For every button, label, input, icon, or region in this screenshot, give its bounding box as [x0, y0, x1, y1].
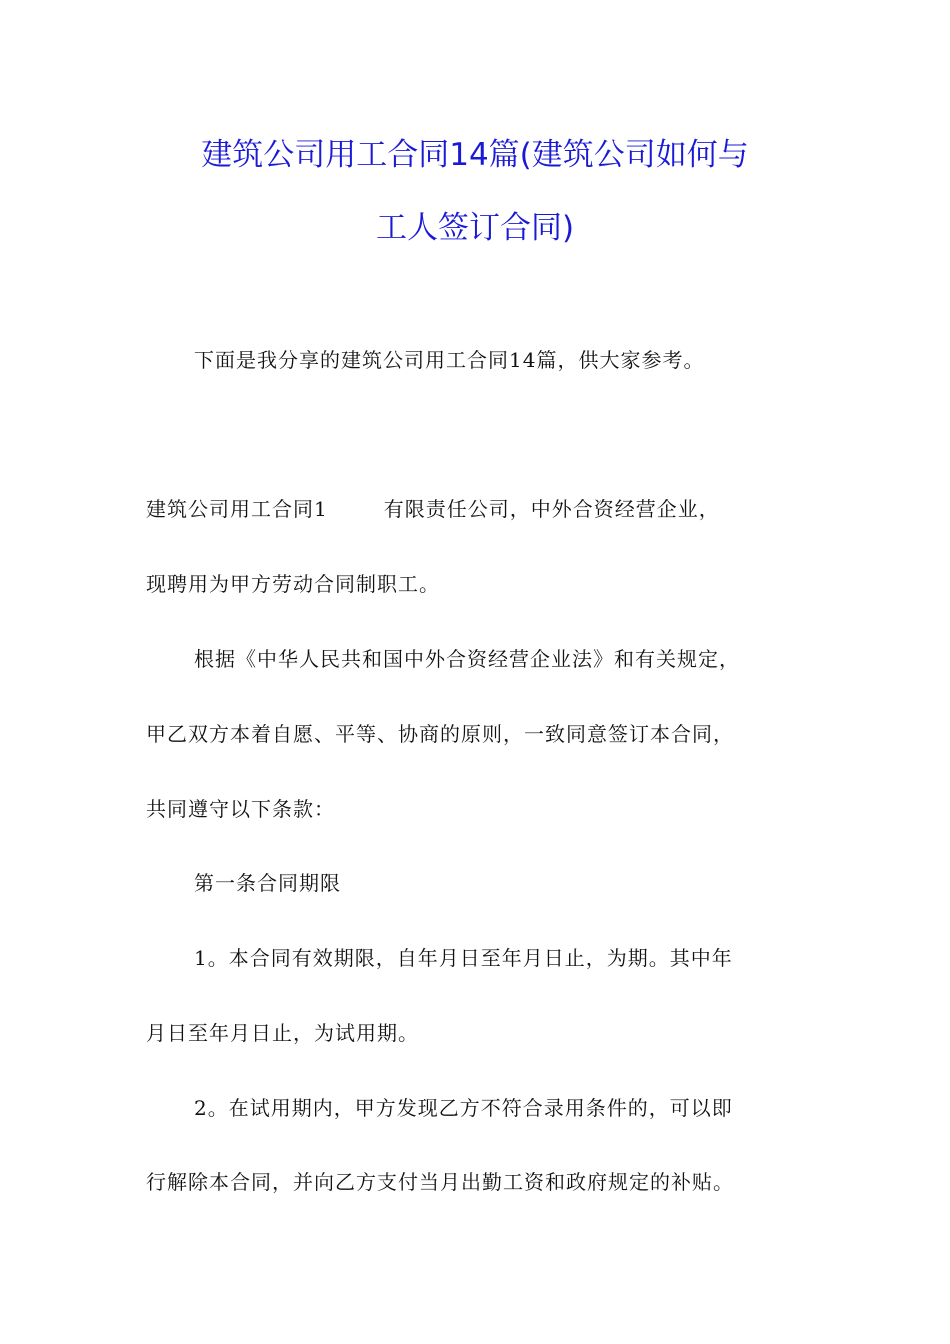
document-title-line-2: 工人签订合同) — [375, 210, 575, 246]
item-1-line-1: 1。本合同有效期限，自年月日至年月日止，为期。其中年 — [194, 946, 733, 970]
paragraph-2-line-3: 共同遵守以下条款： — [146, 797, 335, 821]
paragraph-2-line-1: 根据《中华人民共和国中外合资经营企业法》和有关规定， — [194, 647, 740, 671]
contract-first-line — [146, 494, 720, 524]
intro-paragraph: 下面是我分享的建筑公司用工合同14篇，供大家参考。 — [194, 348, 705, 372]
item-2-line-2: 行解除本合同，并向乙方支付当月出勤工资和政府规定的补贴。 — [146, 1170, 734, 1194]
article-1-heading: 第一条合同期限 — [194, 871, 341, 895]
paragraph-2-line-2: 甲乙双方本着自愿、平等、协商的原则，一致同意签订本合同， — [146, 722, 734, 746]
document-title-line-1: 建筑公司用工合同14篇(建筑公司如何与 — [201, 137, 749, 173]
paragraph-1-line-1: 有限责任公司，中外合资经营企业， — [383, 497, 720, 521]
item-2-line-1: 2。在试用期内，甲方发现乙方不符合录用条件的，可以即 — [194, 1096, 733, 1120]
item-1-line-2: 月日至年月日止，为试用期。 — [146, 1021, 419, 1045]
paragraph-1-line-2: 现聘用为甲方劳动合同制职工。 — [146, 572, 440, 596]
contract-heading: 建筑公司用工合同1 — [146, 497, 328, 521]
